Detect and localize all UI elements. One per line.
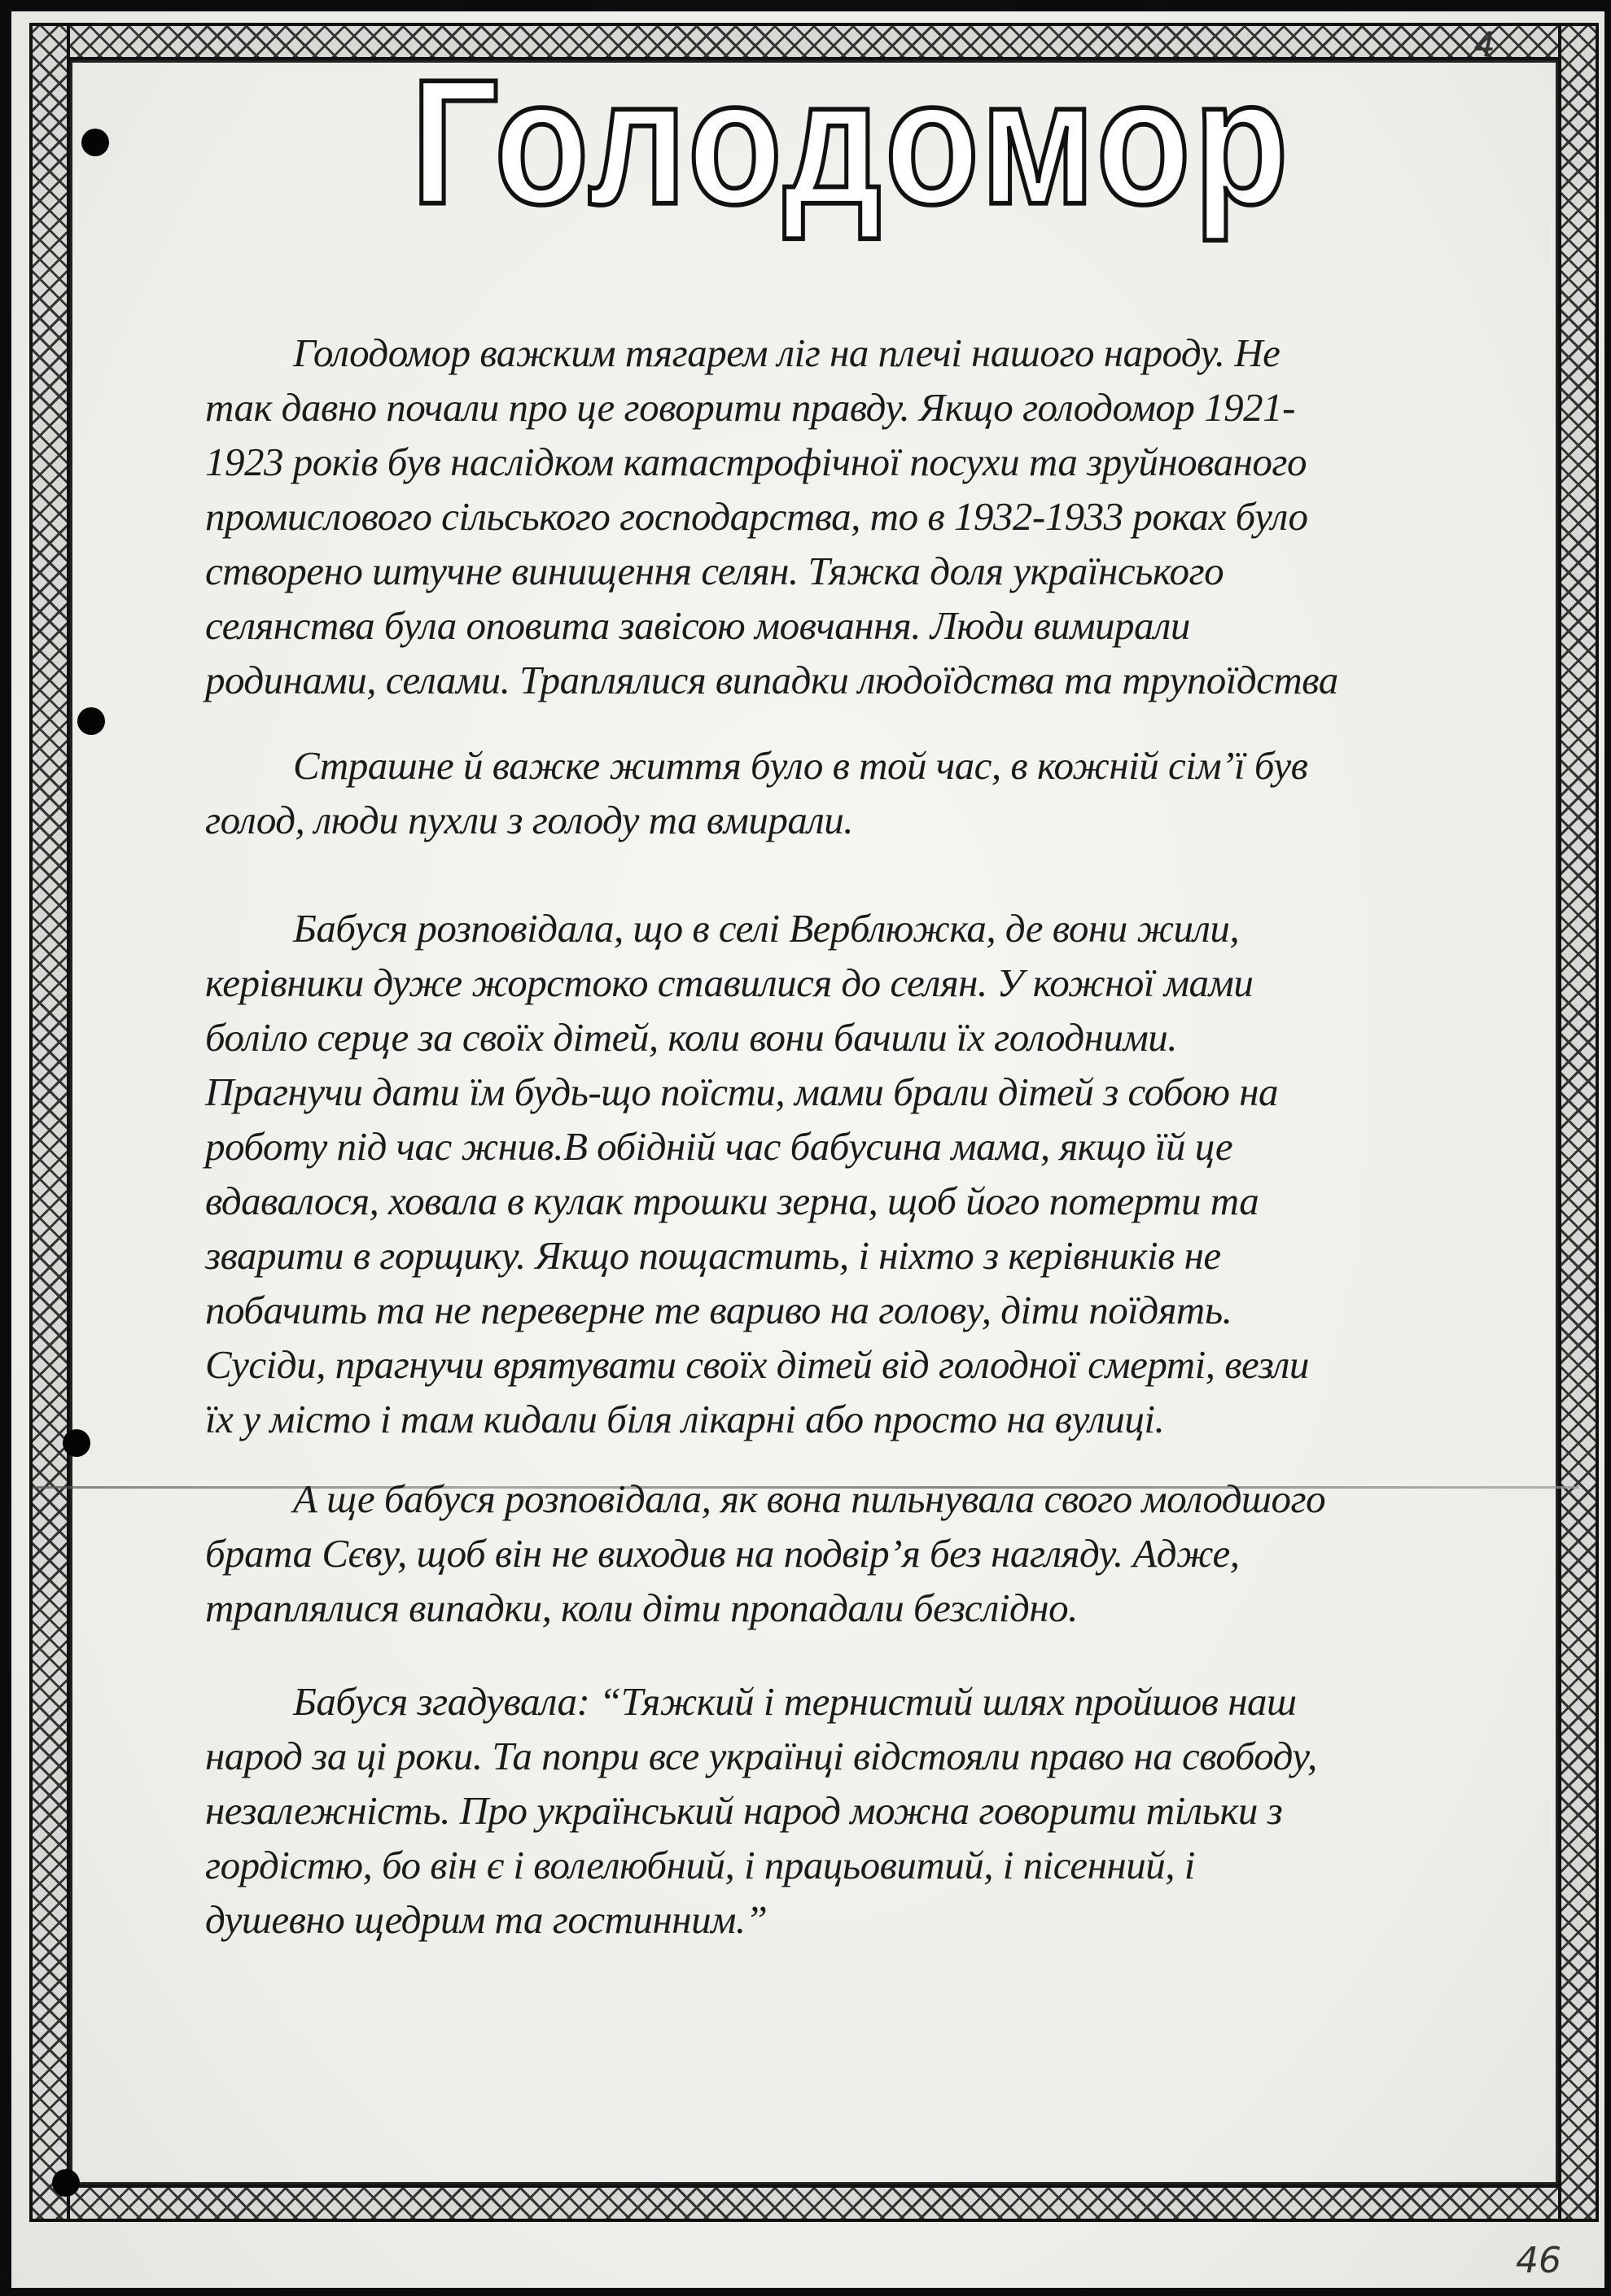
- text-line: керівники дуже жорстоко ставилися до селян. У кожної мами: [205, 960, 1254, 1005]
- text-line: голод, люди пухли з голоду та вмирали.: [205, 798, 854, 842]
- punch-hole: [52, 2169, 80, 2197]
- text-line: їх у місто і там кидали біля лікарні або просто на вулиці.: [205, 1397, 1165, 1441]
- paragraph-2: [205, 738, 1524, 847]
- paragraph-5: [205, 1674, 1524, 1947]
- paragraph-1: [205, 326, 1524, 707]
- text-line: незалежність. Про український народ можна говорити тільки з: [205, 1788, 1283, 1833]
- text-line: Голодомор важким тягарем ліг на плечі нашого народу. Не: [293, 330, 1280, 375]
- text-line: Прагнучи дати їм будь-що поїсти, мами брали дітей з собою на: [205, 1069, 1279, 1114]
- page-title: Голодомор: [411, 43, 1292, 242]
- text-line: 1923 років був наслідком катастрофічної посухи та зруйнованого: [205, 440, 1307, 484]
- text-line: Сусіди, прагнучи врятувати своїх дітей від голодної смерті, везли: [205, 1342, 1309, 1387]
- text-line: Бабуся згадувала: “Тяжкий і тернистий шлях пройшов наш: [293, 1679, 1297, 1724]
- handwritten-page-number-top: 4: [1473, 24, 1495, 64]
- text-line: душевно щедрим та гостинним.”: [205, 1897, 768, 1942]
- text-line: створено штучне винищення селян. Тяжка доля українського: [205, 549, 1224, 593]
- text-line: боліло серце за своїх дітей, коли вони бачили їх голодними.: [205, 1015, 1177, 1060]
- text-line: роботу під час жнив.В обідній час бабусина мама, якщо їй це: [205, 1124, 1233, 1169]
- text-line: селянства була оповита завісою мовчання. Люди вимирали: [205, 603, 1190, 648]
- text-line: А ще бабуся розповідала, як вона пильнувала свого молодшого: [293, 1476, 1326, 1521]
- text-line: брата Сєву, щоб він не виходив на подвір’я без нагляду. Адже,: [205, 1531, 1240, 1576]
- text-line: зварити в горщику. Якщо пощастить, і ніхто з керівників не: [205, 1233, 1221, 1278]
- text-line: так давно почали про це говорити правду. Якщо голодомор 1921-: [205, 385, 1295, 430]
- paragraph-4: [205, 1472, 1524, 1635]
- text-line: гордістю, бо він є і волелюбний, і працьовитий, і пісенний, і: [205, 1843, 1195, 1887]
- text-line: родинами, селами. Траплялися випадки людоїдства та трупоїдства: [205, 658, 1338, 702]
- text-line: Бабуся розповідала, що в селі Верблюжка, де вони жили,: [293, 906, 1240, 951]
- text-line: траплялися випадки, коли діти пропадали безслідно.: [205, 1585, 1078, 1630]
- text-line: побачить та не переверне те вариво на голову, діти поїдять.: [205, 1288, 1232, 1332]
- punch-hole: [81, 129, 109, 156]
- text-line: промислового сільського господарства, то в 1932-1933 роках було: [205, 494, 1308, 539]
- text-line: народ за ці роки. Та попри все українці відстояли право на свободу,: [205, 1734, 1317, 1778]
- paragraph-3: [205, 901, 1524, 1446]
- text-line: вдавалося, ховала в кулак трошки зерна, щоб його потерти та: [205, 1179, 1259, 1223]
- text-line: Страшне й важке життя було в той час, в кожній сім’ї був: [293, 743, 1308, 788]
- punch-hole: [63, 1429, 90, 1457]
- handwritten-page-number-bottom: 46: [1516, 2240, 1561, 2281]
- punch-hole: [77, 707, 105, 735]
